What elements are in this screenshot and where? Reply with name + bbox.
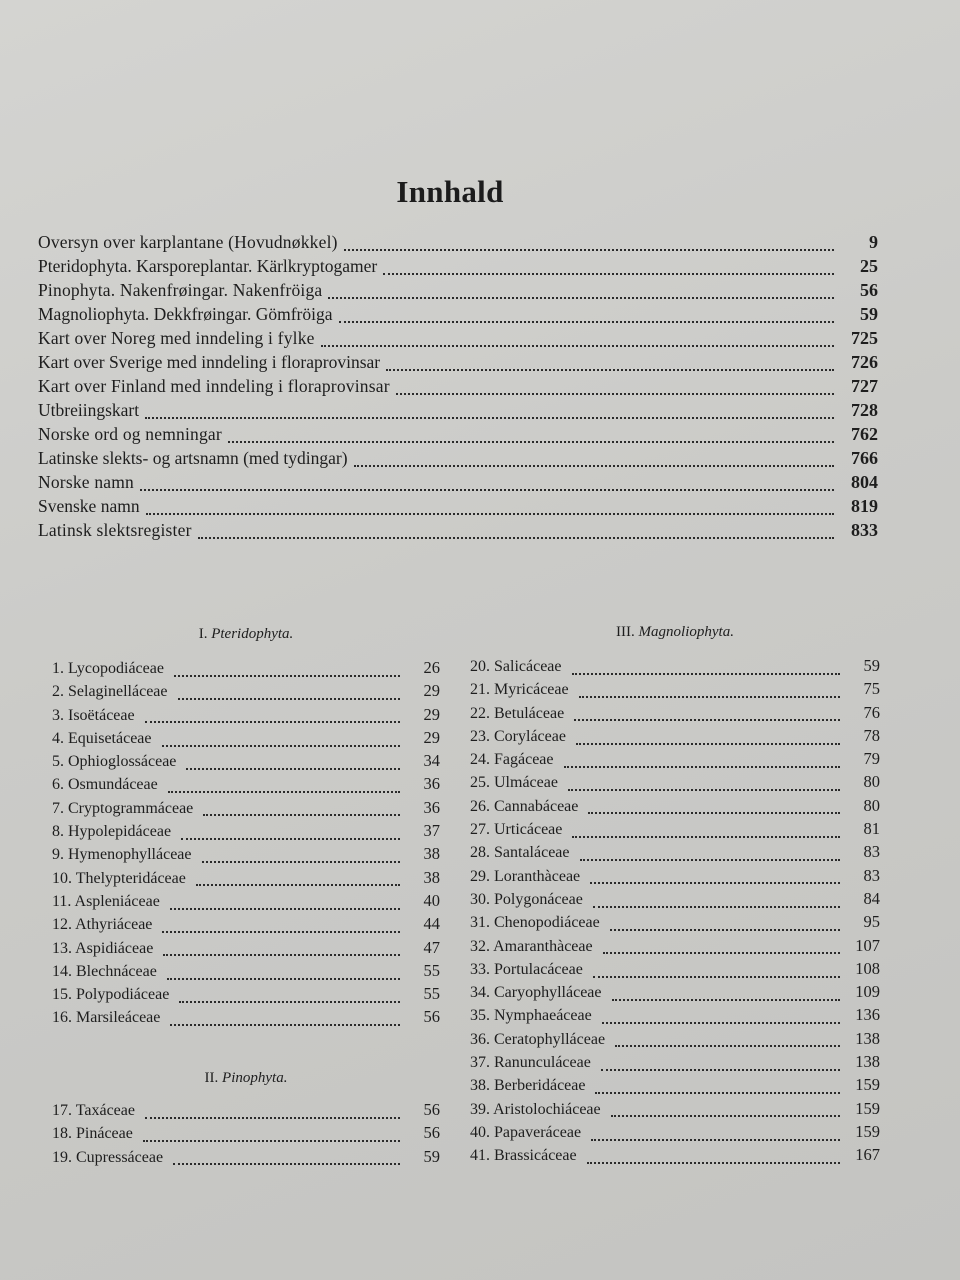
family-entry	[52, 868, 440, 891]
page-number: 55	[423, 984, 440, 1004]
page-number: 56	[423, 1007, 440, 1027]
main-contents-list	[38, 232, 878, 544]
dot-leader	[145, 417, 834, 419]
dot-leader	[574, 719, 840, 721]
page-number: 55	[423, 960, 440, 980]
page-number: 26	[423, 658, 440, 677]
family-entry	[470, 1099, 880, 1122]
entry-label: 13. Aspidiáceae	[52, 939, 154, 957]
dot-leader	[186, 768, 400, 770]
page-number: 59	[423, 1146, 440, 1166]
page-number: 95	[863, 912, 880, 932]
contents-entry	[38, 520, 878, 544]
page-number: 80	[863, 772, 880, 792]
page-number: 726	[851, 352, 878, 372]
family-entry	[52, 1007, 440, 1030]
family-entry	[52, 1123, 440, 1146]
entry-label: Norske ord og nemningar	[38, 424, 222, 444]
page-number: 44	[423, 914, 440, 934]
family-entry	[52, 798, 440, 821]
section-name: Magnoliophyta.	[638, 624, 734, 640]
page-number: 728	[851, 400, 878, 420]
entry-label: 33. Portulacáceae	[470, 960, 583, 978]
dot-leader	[595, 1092, 840, 1094]
entry-label: Svenske namn	[38, 496, 140, 516]
page-number: 75	[863, 679, 880, 699]
page-number: 29	[423, 727, 440, 747]
page-number: 138	[855, 1028, 880, 1048]
page-number: 76	[863, 702, 880, 722]
entry-label: 37. Ranunculáceae	[470, 1054, 591, 1072]
family-entry	[470, 1052, 880, 1075]
section-heading-pteridophyta	[52, 626, 440, 643]
entry-label: 31. Chenopodiáceae	[470, 914, 600, 932]
entry-label: Norske namn	[38, 472, 134, 492]
family-entry	[470, 1145, 880, 1168]
section-name: Pteridophyta.	[211, 626, 294, 642]
family-entry	[470, 1029, 880, 1052]
page-number: 38	[423, 867, 440, 887]
section-numeral: II.	[204, 1070, 219, 1086]
family-entry	[470, 656, 880, 679]
page-number: 29	[423, 681, 440, 701]
entry-label: Pinophyta. Nakenfrøingar. Nakenfröiga	[38, 280, 323, 300]
contents-entry	[38, 256, 878, 280]
page-number: 159	[855, 1098, 880, 1118]
dot-leader	[580, 859, 841, 861]
dot-leader	[579, 696, 840, 698]
dot-leader	[396, 393, 834, 395]
family-list-pinophyta	[52, 1100, 440, 1170]
page-number: 84	[863, 888, 880, 908]
dot-leader	[146, 513, 834, 515]
dot-leader	[591, 1139, 840, 1141]
page-number: 107	[855, 935, 880, 955]
dot-leader	[572, 673, 841, 675]
entry-label: 11. Aspleniáceae	[52, 892, 160, 910]
dot-leader	[196, 884, 400, 886]
dot-leader	[168, 791, 400, 793]
contents-entry	[38, 376, 878, 400]
dot-leader	[601, 1069, 840, 1071]
entry-label: 39. Aristolochiáceae	[470, 1100, 601, 1118]
dot-leader	[228, 441, 834, 443]
contents-entry	[38, 280, 878, 304]
family-entry	[470, 679, 880, 702]
family-entry	[470, 982, 880, 1005]
page-number: 79	[863, 749, 880, 769]
entry-label: Utbreiingskart	[38, 400, 140, 420]
family-entry	[470, 749, 880, 772]
entry-label: Oversyn over karplantane (Hovudnøkkel)	[38, 232, 338, 252]
dot-leader	[174, 675, 400, 677]
dot-leader	[321, 345, 834, 347]
family-entry	[52, 658, 440, 681]
entry-label: 22. Betuláceae	[470, 704, 565, 722]
page-number: 762	[851, 424, 878, 444]
family-list-magnoliophyta	[470, 656, 880, 1169]
dot-leader	[354, 465, 834, 467]
family-entry	[52, 914, 440, 937]
page-number: 38	[423, 844, 440, 864]
dot-leader	[383, 273, 834, 275]
family-entry	[470, 936, 880, 959]
page-number: 167	[855, 1145, 880, 1165]
contents-entry	[38, 472, 878, 496]
dot-leader	[140, 489, 834, 491]
dot-leader	[590, 882, 840, 884]
page-number: 56	[423, 1100, 440, 1119]
page-number: 9	[869, 232, 878, 252]
entry-label: 7. Cryptogrammáceae	[52, 799, 194, 817]
entry-label: Pteridophyta. Karsporeplantar. Kärlkryptogamer	[38, 256, 378, 276]
entry-label: Kart over Finland med inndeling i floraprovinsar	[38, 376, 390, 396]
section-heading-magnoliophyta	[470, 624, 880, 641]
dot-leader	[143, 1140, 400, 1142]
section-heading-pinophyta	[52, 1070, 440, 1087]
dot-leader	[173, 1163, 400, 1165]
dot-leader	[386, 369, 834, 371]
family-list-pteridophyta	[52, 658, 440, 1031]
dot-leader	[170, 908, 400, 910]
family-entry	[470, 726, 880, 749]
dot-leader	[202, 861, 401, 863]
family-entry	[470, 703, 880, 726]
dot-leader	[572, 836, 840, 838]
page-number: 804	[851, 472, 878, 492]
contents-entry	[38, 352, 878, 376]
entry-label: 40. Papaveráceae	[470, 1123, 582, 1141]
entry-label: 27. Urticáceae	[470, 821, 563, 839]
page-number: 819	[851, 496, 878, 516]
family-entry	[52, 1100, 440, 1123]
page-number: 25	[860, 256, 878, 276]
family-entry	[52, 681, 440, 704]
contents-entry	[38, 424, 878, 448]
entry-label: Latinsk slektsregister	[38, 520, 192, 540]
page-number: 81	[863, 819, 880, 839]
family-entry	[470, 1005, 880, 1028]
dot-leader	[610, 929, 840, 931]
page-number: 108	[855, 958, 880, 978]
entry-label: 5. Ophioglossáceae	[52, 753, 177, 771]
family-entry	[470, 866, 880, 889]
family-entry	[470, 772, 880, 795]
entry-label: 36. Ceratophylláceae	[470, 1030, 606, 1048]
contents-entry	[38, 304, 878, 328]
page-number: 159	[855, 1075, 880, 1095]
section-numeral: III.	[616, 624, 635, 640]
entry-label: 16. Marsileáceae	[52, 1009, 161, 1027]
entry-label: 24. Fagáceae	[470, 751, 554, 769]
page-number: 766	[851, 448, 878, 468]
page-number: 78	[863, 725, 880, 745]
dot-leader	[198, 537, 834, 539]
page-number: 725	[851, 328, 878, 348]
entry-label: 20. Salicáceae	[470, 658, 562, 675]
page-number: 59	[863, 656, 880, 675]
page-number: 47	[423, 937, 440, 957]
dot-leader	[170, 1024, 400, 1026]
entry-label: 10. Thelypteridáceae	[52, 869, 186, 887]
dot-leader	[564, 766, 840, 768]
entry-label: 1. Lycopodiáceae	[52, 660, 164, 677]
dot-leader	[339, 321, 834, 323]
section-name: Pinophyta.	[222, 1070, 288, 1086]
page-number: 59	[860, 304, 878, 324]
entry-label: 17. Taxáceae	[52, 1102, 135, 1119]
entry-label: Kart over Noreg med inndeling i fylke	[38, 328, 315, 348]
dot-leader	[178, 698, 401, 700]
entry-label: 19. Cupressáceae	[52, 1148, 164, 1166]
page-number: 56	[423, 1123, 440, 1143]
dot-leader	[593, 976, 840, 978]
page-number: 833	[851, 520, 878, 540]
entry-label: 8. Hypolepidáceae	[52, 823, 172, 841]
dot-leader	[568, 789, 840, 791]
entry-label: 30. Polygonáceae	[470, 890, 583, 908]
dot-leader	[593, 906, 840, 908]
contents-entry	[38, 328, 878, 352]
page-number: 29	[423, 704, 440, 724]
page-number: 83	[863, 842, 880, 862]
dot-leader	[181, 838, 400, 840]
family-entry	[52, 844, 440, 867]
family-entry	[52, 774, 440, 797]
family-entry	[52, 705, 440, 728]
contents-entry	[38, 400, 878, 424]
entry-label: 32. Amaranthàceae	[470, 937, 593, 955]
contents-entry	[38, 496, 878, 520]
entry-label: 29. Loranthàceae	[470, 867, 581, 885]
page-number: 136	[855, 1005, 880, 1025]
entry-label: 2. Selaginelláceae	[52, 683, 168, 701]
entry-label: 14. Blechnáceae	[52, 962, 157, 980]
dot-leader	[162, 745, 401, 747]
entry-label: 21. Myricáceae	[470, 681, 569, 699]
dot-leader	[344, 249, 834, 251]
entry-label: 18. Pináceae	[52, 1125, 133, 1143]
dot-leader	[162, 931, 400, 933]
dot-leader	[167, 978, 400, 980]
entry-label: 3. Isoëtáceae	[52, 706, 135, 724]
family-entry	[470, 842, 880, 865]
dot-leader	[603, 952, 840, 954]
page-number: 36	[423, 774, 440, 794]
entry-label: 26. Cannabáceae	[470, 797, 579, 815]
contents-entry	[38, 448, 878, 472]
page-number: 36	[423, 797, 440, 817]
entry-label: Magnoliophyta. Dekkfrøingar. Gömfröiga	[38, 304, 333, 324]
family-entry	[52, 891, 440, 914]
entry-label: 23. Coryláceae	[470, 727, 566, 745]
entry-label: 6. Osmundáceae	[52, 776, 158, 794]
page-number: 34	[423, 751, 440, 771]
entry-label: 15. Polypodiáceae	[52, 986, 170, 1004]
family-entry	[52, 728, 440, 751]
dot-leader	[145, 1117, 400, 1119]
page-number: 159	[855, 1121, 880, 1141]
family-entry	[470, 912, 880, 935]
dot-leader	[611, 1115, 840, 1117]
family-entry	[52, 938, 440, 961]
family-entry	[52, 821, 440, 844]
family-entry	[470, 959, 880, 982]
dot-leader	[587, 1162, 840, 1164]
contents-entry	[38, 232, 878, 256]
dot-leader	[203, 814, 400, 816]
dot-leader	[328, 297, 834, 299]
family-entry	[52, 961, 440, 984]
page-number: 109	[855, 982, 880, 1002]
entry-label: Kart over Sverige med inndeling i floraprovinsar	[38, 352, 381, 372]
family-entry	[470, 889, 880, 912]
page-number: 56	[860, 280, 878, 300]
dot-leader	[163, 954, 400, 956]
entry-label: Latinske slekts- og artsnamn (med tydingar)	[38, 448, 348, 468]
entry-label: 34. Caryophylláceae	[470, 984, 602, 1002]
family-entry	[470, 819, 880, 842]
entry-label: 38. Berberidáceae	[470, 1077, 586, 1095]
entry-label: 12. Athyriáceae	[52, 916, 153, 934]
page-number: 83	[863, 865, 880, 885]
family-entry	[52, 984, 440, 1007]
dot-leader	[588, 812, 840, 814]
family-entry	[470, 1075, 880, 1098]
section-numeral: I.	[198, 626, 208, 642]
entry-label: 41. Brassicáceae	[470, 1147, 577, 1165]
entry-label: 9. Hymenophylláceae	[52, 846, 192, 864]
dot-leader	[615, 1045, 840, 1047]
entry-label: 35. Nymphaeáceae	[470, 1007, 592, 1025]
page-number: 37	[423, 821, 440, 841]
dot-leader	[179, 1001, 400, 1003]
dot-leader	[602, 1022, 840, 1024]
entry-label: 28. Santaláceae	[470, 844, 570, 862]
entry-label: 4. Equisetáceae	[52, 729, 152, 747]
page-number: 80	[863, 795, 880, 815]
family-entry	[52, 751, 440, 774]
page-number: 727	[851, 376, 878, 396]
family-entry	[470, 796, 880, 819]
family-entry	[470, 1122, 880, 1145]
page-title: Innhald	[396, 174, 504, 209]
dot-leader	[145, 721, 400, 723]
page-number: 138	[855, 1052, 880, 1072]
entry-label: 25. Ulmáceae	[470, 774, 558, 792]
dot-leader	[576, 743, 840, 745]
page-number: 40	[423, 890, 440, 910]
dot-leader	[612, 999, 841, 1001]
family-entry	[52, 1147, 440, 1170]
